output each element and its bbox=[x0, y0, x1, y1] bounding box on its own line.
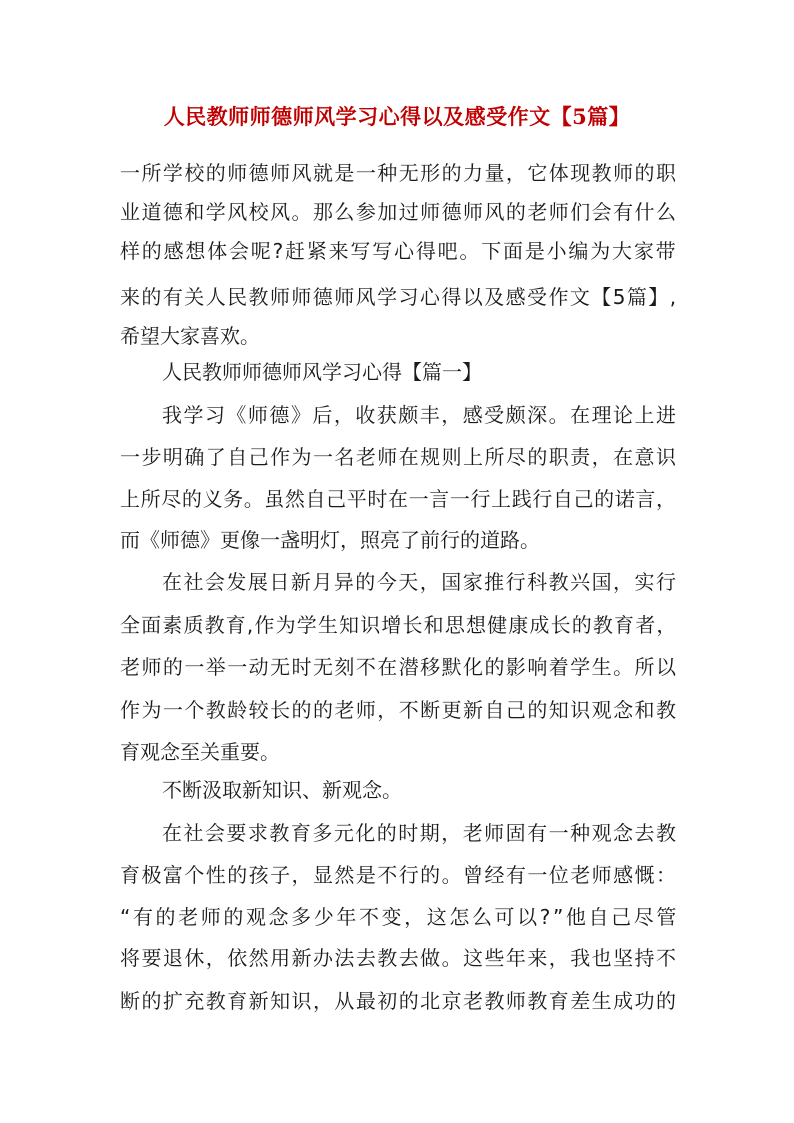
paragraph-line: 样的感想体会呢?赶紧来写写心得吧。下面是小编为大家带 bbox=[120, 239, 678, 263]
paragraph-line: 作为一个教龄较长的的老师，不断更新自己的知识观念和教 bbox=[120, 698, 678, 722]
paragraph-line: 一步明确了自己作为一名老师在规则上所尽的职责，在意识 bbox=[120, 445, 678, 469]
paragraph-line: 来的有关人民教师师德师风学习心得以及感受作文【5篇】, bbox=[120, 285, 678, 309]
paragraph-line: 而《师德》更像一盏明灯，照亮了前行的道路。 bbox=[120, 528, 540, 552]
paragraph-line: 将要退休，依然用新办法去教去做。这些年来，我也坚持不 bbox=[120, 946, 678, 970]
paragraph-line: “有的老师的观念多少年不变，这怎么可以?”他自己尽管 bbox=[120, 905, 679, 929]
paragraph-line: 全面素质教育,作为学生知识增长和思想健康成长的教育者， bbox=[120, 613, 678, 637]
paragraph-line: 一所学校的师德师风就是一种无形的力量，它体现教师的职 bbox=[120, 161, 678, 185]
paragraph-line: 上所尽的义务。虽然自己平时在一言一行上践行自己的诺言， bbox=[120, 487, 677, 511]
paragraph-line: 希望大家喜欢。 bbox=[120, 324, 260, 348]
document-title: 人民教师师德师风学习心得以及感受作文【5篇】 bbox=[163, 104, 631, 129]
paragraph-line: 老师的一举一动无时无刻不在潜移默化的影响着学生。所以 bbox=[120, 655, 678, 679]
paragraph-first-line: 在社会要求教育多元化的时期，老师固有一种观念去教 bbox=[162, 821, 678, 845]
paragraph-first-line: 人民教师师德师风学习心得【篇一】 bbox=[162, 360, 482, 384]
paragraph-first-line: 在社会发展日新月异的今天，国家推行科教兴国，实行 bbox=[162, 570, 678, 594]
paragraph-first-line: 我学习《师德》后，收获颇丰，感受颇深。在理论上进 bbox=[162, 403, 678, 427]
paragraph-first-line: 不断汲取新知识、新观念。 bbox=[162, 778, 402, 802]
paragraph-line: 育极富个性的孩子，显然是不行的。曾经有一位老师感慨： bbox=[120, 863, 678, 887]
paragraph-line: 业道德和学风校风。那么参加过师德师风的老师们会有什么 bbox=[120, 200, 678, 224]
paragraph-line: 断的扩充教育新知识，从最初的北京老教师教育差生成功的 bbox=[120, 989, 678, 1013]
paragraph-line: 育观念至关重要。 bbox=[120, 740, 280, 764]
